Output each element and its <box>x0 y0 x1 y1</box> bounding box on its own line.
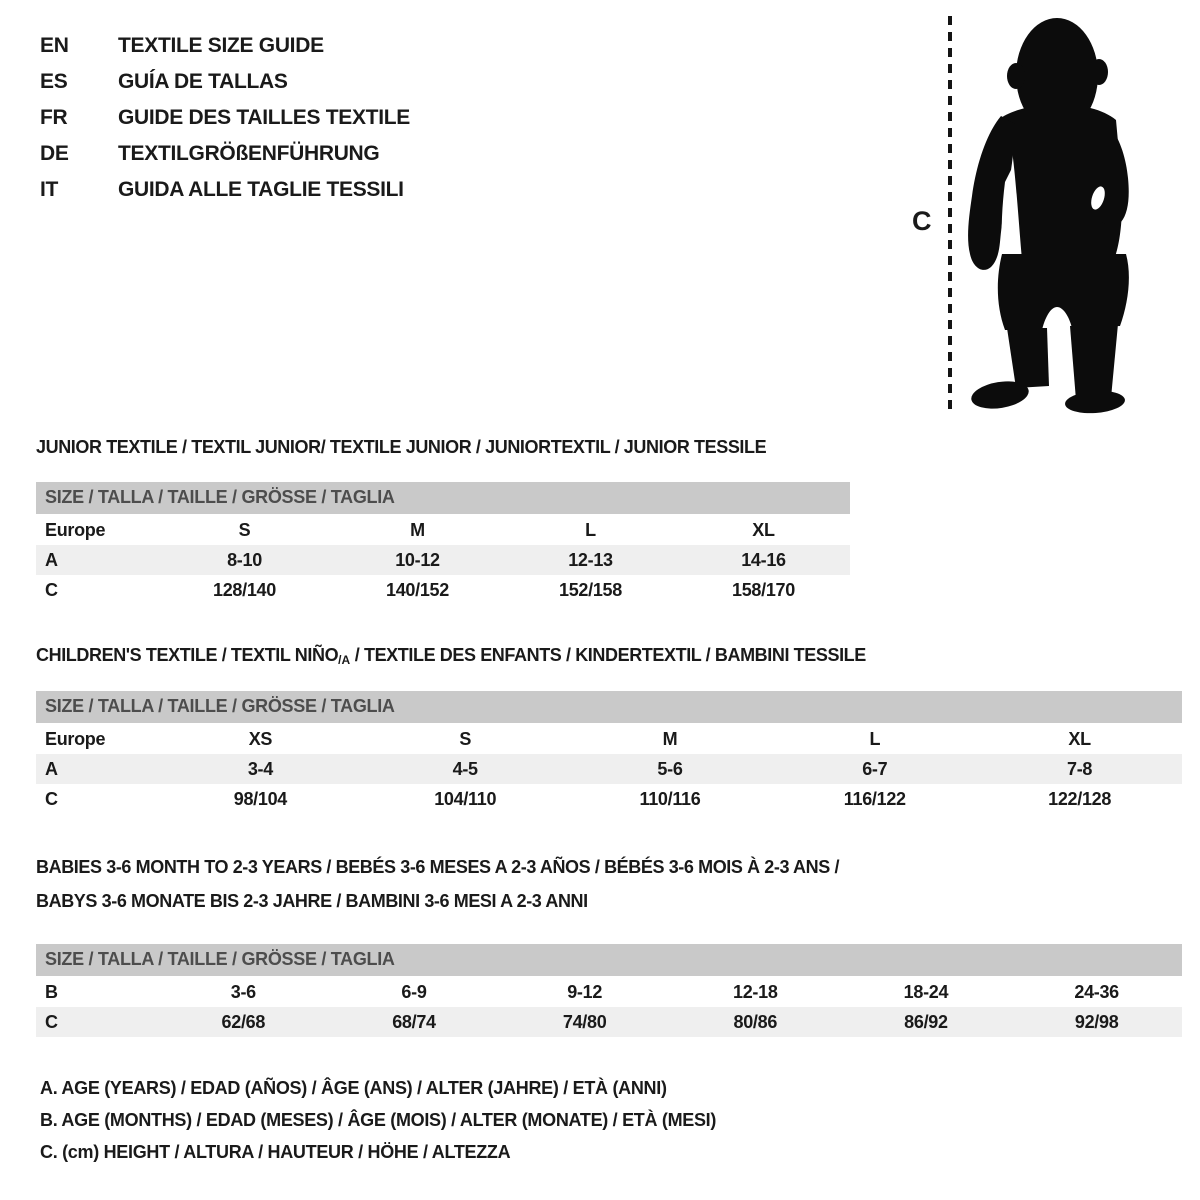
value-cell: 92/98 <box>1011 1007 1182 1037</box>
column-header-cell: S <box>459 729 472 750</box>
children-heading <box>36 645 1182 667</box>
lang-title: TEXTILGRÖßENFÜHRUNG <box>118 142 380 165</box>
lang-row-de <box>40 136 410 172</box>
value-cell: 110/116 <box>639 788 701 809</box>
babies-size-table <box>36 944 1182 1037</box>
footnotes <box>40 1072 716 1168</box>
size-header-row <box>36 482 850 515</box>
region-label-cell: Europe <box>45 729 106 750</box>
value-cell: 116/122 <box>843 788 906 809</box>
table-row-c <box>36 1007 1182 1037</box>
column-header-cell: L <box>869 729 881 750</box>
lang-code: DE <box>40 142 69 165</box>
value-cell: 14-16 <box>677 545 850 575</box>
column-header-cell: XL <box>752 520 775 541</box>
value-cell: 9-12 <box>567 982 603 1003</box>
lang-row-fr <box>40 100 410 136</box>
row-label-cell: A <box>36 754 158 784</box>
row-label-cell: A <box>36 545 158 575</box>
column-header-cell: S <box>238 520 251 541</box>
value-cell: 62/68 <box>158 1007 329 1037</box>
height-measure-label: C <box>912 206 932 236</box>
babies-heading-line2: BABYS 3-6 MONATE BIS 2-3 JAHRE / BAMBINI 3-6 MESI A 2-3 ANNI <box>36 891 588 911</box>
children-heading-sub: /A <box>338 653 351 667</box>
size-header-cell: SIZE / TALLA / TAILLE / GRÖSSE / TAGLIA <box>36 691 1182 724</box>
value-cell: 98/104 <box>233 788 288 809</box>
lang-code: IT <box>40 178 59 201</box>
lang-title: GUIDA ALLE TAGLIE TESSILI <box>118 178 404 201</box>
column-header-cell: L <box>585 520 596 541</box>
lang-code: EN <box>40 34 69 57</box>
value-cell: 18-24 <box>903 982 949 1003</box>
value-cell: 5-6 <box>568 754 773 784</box>
table-row-b <box>36 977 1182 1007</box>
row-label-cell: C <box>36 1007 158 1037</box>
value-cell: 86/92 <box>841 1007 1012 1037</box>
value-cell: 7-8 <box>977 754 1182 784</box>
column-header-cell: M <box>662 729 678 750</box>
children-heading-post: / TEXTILE DES ENFANTS / KINDERTEXTIL / BAMBINI TESSILE <box>350 645 866 665</box>
footnote-c: C. (cm) HEIGHT / ALTURA / HAUTEUR / HÖHE / ALTEZZA <box>40 1142 511 1162</box>
lang-code: FR <box>40 106 68 129</box>
children-size-table <box>36 691 1182 814</box>
table-row-a <box>36 545 850 575</box>
size-header-row <box>36 691 1182 724</box>
region-label-cell: Europe <box>45 520 106 541</box>
value-cell: 6-7 <box>772 754 977 784</box>
value-cell: 140/152 <box>386 579 449 600</box>
table-row-a <box>36 754 1182 784</box>
column-header-cell: M <box>410 520 425 541</box>
value-cell: 3-6 <box>230 982 256 1003</box>
value-cell: 152/158 <box>559 579 622 600</box>
babies-heading-line1: BABIES 3-6 MONTH TO 2-3 YEARS / BEBÉS 3-6 MESES A 2-3 AÑOS / BÉBÉS 3-6 MOIS À 2-3 ANS / <box>36 857 840 877</box>
junior-section <box>36 437 850 605</box>
row-label-cell: B <box>45 982 58 1003</box>
row-label-cell: C <box>45 579 58 600</box>
lang-title: GUIDE DES TAILLES TEXTILE <box>118 106 410 129</box>
lang-code: ES <box>40 70 68 93</box>
junior-heading: JUNIOR TEXTILE / TEXTIL JUNIOR/ TEXTILE JUNIOR / JUNIORTEXTIL / JUNIOR TESSILE <box>36 437 767 457</box>
size-header-cell: SIZE / TALLA / TAILLE / GRÖSSE / TAGLIA <box>36 482 850 515</box>
footnote-a: A. AGE (YEARS) / EDAD (AÑOS) / ÂGE (ANS) / ALTER (JAHRE) / ETÀ (ANNI) <box>40 1078 667 1098</box>
toddler-silhouette-icon <box>968 14 1134 416</box>
value-cell: 10-12 <box>331 545 504 575</box>
children-heading-pre: CHILDREN'S TEXTILE / TEXTIL NIÑO <box>36 645 339 665</box>
height-dashed-line <box>948 16 952 416</box>
table-row-c <box>36 784 1182 814</box>
value-cell: 12-13 <box>504 545 677 575</box>
value-cell: 12-18 <box>733 982 778 1003</box>
value-cell: 158/170 <box>732 579 795 600</box>
value-cell: 68/74 <box>329 1007 500 1037</box>
value-cell: 128/140 <box>213 579 276 600</box>
language-title-list <box>40 28 410 208</box>
lang-title: TEXTILE SIZE GUIDE <box>118 34 324 57</box>
lang-row-es <box>40 64 410 100</box>
value-cell: 8-10 <box>158 545 331 575</box>
columns-row <box>36 515 850 545</box>
value-cell: 4-5 <box>363 754 568 784</box>
column-header-cell: XL <box>1068 729 1091 750</box>
columns-row <box>36 724 1182 754</box>
lang-row-en <box>40 28 410 64</box>
value-cell: 3-4 <box>158 754 363 784</box>
row-label-cell: C <box>45 788 58 809</box>
value-cell: 80/86 <box>670 1007 841 1037</box>
lang-row-it <box>40 172 410 208</box>
size-header-cell: SIZE / TALLA / TAILLE / GRÖSSE / TAGLIA <box>36 944 1182 977</box>
lang-title: GUÍA DE TALLAS <box>118 70 288 93</box>
value-cell: 6-9 <box>401 982 427 1003</box>
table-row-c <box>36 575 850 605</box>
value-cell: 74/80 <box>499 1007 670 1037</box>
size-header-row <box>36 944 1182 977</box>
junior-size-table <box>36 482 850 605</box>
footnote-b: B. AGE (MONTHS) / EDAD (MESES) / ÂGE (MOIS) / ALTER (MONATE) / ETÀ (MESI) <box>40 1110 717 1130</box>
value-cell: 24-36 <box>1074 982 1119 1003</box>
babies-section <box>36 850 1182 1037</box>
value-cell: 104/110 <box>434 788 497 809</box>
column-header-cell: XS <box>248 729 273 750</box>
value-cell: 122/128 <box>1048 788 1112 809</box>
children-section <box>36 645 1182 814</box>
